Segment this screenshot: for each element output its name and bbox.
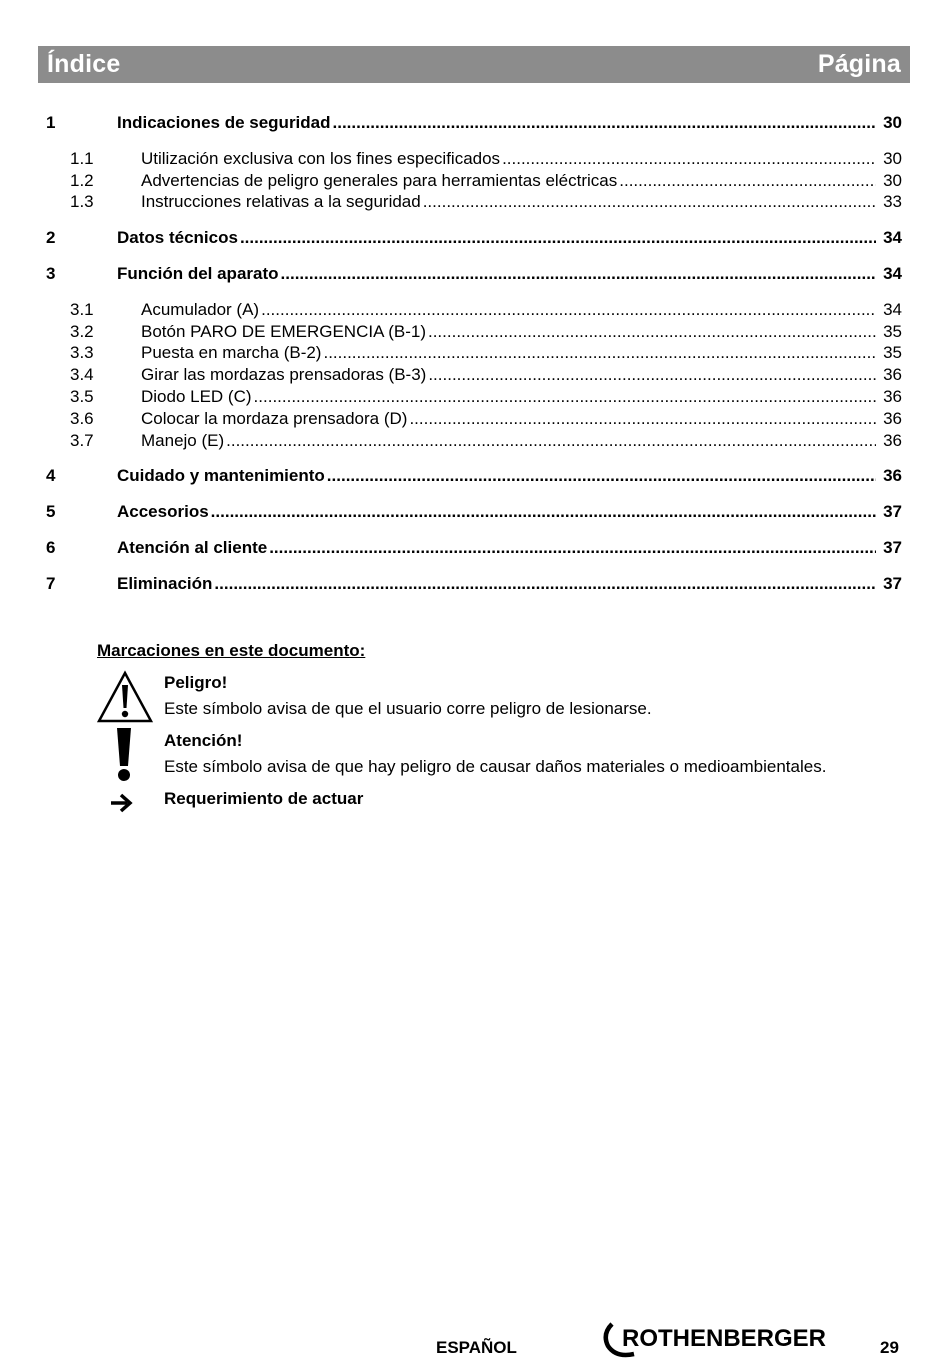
toc-entry-title: Atención al cliente (117, 537, 268, 557)
rothenberger-logo (598, 1320, 854, 1360)
toc-entry-title: Datos técnicos (117, 228, 238, 248)
toc-entry-page: 34 (883, 263, 902, 283)
toc-entry (46, 408, 902, 430)
toc-dot-leader (428, 321, 876, 343)
marking-danger-text: Este símbolo avisa de que el usuario corre peligro de lesionarse. (164, 699, 652, 718)
toc-entry-number: 6 (46, 537, 56, 557)
toc-entry-page: 35 (883, 343, 902, 363)
marking-action (97, 786, 917, 816)
marking-action-label: Requerimiento de actuar (164, 789, 364, 808)
toc-entry-page: 36 (883, 365, 902, 385)
marking-danger (97, 670, 917, 728)
footer-language: ESPAÑOL (436, 1338, 517, 1357)
toc-entry-title: Botón PARO DE EMERGENCIA (B-1) (141, 321, 426, 341)
toc-dot-leader (254, 386, 876, 408)
toc-entry-number: 3.2 (70, 321, 94, 341)
toc-entry-title: Manejo (E) (141, 430, 225, 450)
toc-entry-page: 36 (883, 386, 902, 406)
toc-entry-title: Diodo LED (C) (141, 386, 252, 406)
marking-danger-label: Peligro! (164, 673, 228, 692)
toc-dot-leader (409, 408, 876, 430)
toc-entry (46, 227, 902, 249)
page-column-label: Página (817, 50, 901, 78)
toc-entry-title: Indicaciones de seguridad (117, 113, 331, 132)
toc-entry-page: 37 (883, 573, 902, 593)
toc-entry-page: 30 (883, 170, 902, 190)
markings-title: Marcaciones en este documento: (97, 641, 366, 660)
toc-dot-leader (502, 148, 876, 170)
toc-entry-title: Instrucciones relativas a la seguridad (141, 192, 421, 212)
toc-entry-page: 30 (883, 113, 902, 132)
toc-entry-page: 36 (883, 430, 902, 450)
toc-entry-page: 30 (883, 148, 902, 168)
toc-dot-leader (333, 112, 876, 134)
toc-entry-title: Acumulador (A) (141, 299, 260, 319)
marking-attention-text: Este símbolo avisa de que hay peligro de causar daños materiales o medioambientales. (164, 757, 827, 776)
toc-entry-title: Puesta en marcha (B-2) (141, 343, 322, 363)
toc-entry (46, 364, 902, 386)
toc-dot-leader (423, 191, 876, 213)
toc-entry (46, 321, 902, 343)
toc-entry-title: Girar las mordazas prensadoras (B-3) (141, 365, 427, 385)
toc-entry (46, 501, 902, 523)
toc-entry-title: Eliminación (117, 573, 213, 593)
toc-dot-leader (323, 342, 876, 364)
toc-entry (46, 263, 902, 285)
index-title: Índice (47, 50, 121, 78)
toc-entry-number: 1 (46, 113, 56, 132)
toc-entry (46, 299, 902, 321)
toc-entry-page: 34 (883, 228, 902, 248)
toc-entry-number: 3.1 (70, 299, 94, 319)
toc-entry-number: 3.4 (70, 365, 94, 385)
toc-entry-number: 3.3 (70, 343, 94, 363)
toc-dot-leader (214, 573, 876, 595)
toc-dot-leader (261, 299, 876, 321)
toc-entry-number: 5 (46, 502, 56, 522)
toc-entry-number: 1.2 (70, 170, 94, 190)
toc-dot-leader (281, 263, 876, 285)
toc-entry-page: 37 (883, 537, 902, 557)
toc-dot-leader (240, 227, 876, 249)
warning-triangle-icon (97, 670, 153, 726)
arrow-right-icon (97, 786, 153, 816)
toc-entry-number: 2 (46, 228, 56, 248)
marking-attention-label: Atención! (164, 731, 243, 750)
toc-entry-number: 3.5 (70, 386, 94, 406)
toc-entry-number: 1.1 (70, 148, 94, 168)
toc-entry-title: Función del aparato (117, 263, 279, 283)
toc-entry (46, 465, 902, 487)
toc-entry-page: 34 (883, 299, 902, 319)
index-header-bar (38, 46, 910, 83)
exclamation-icon (97, 728, 153, 784)
toc-entry-number: 1.3 (70, 192, 94, 212)
toc-entry (46, 342, 902, 364)
toc-entry-number: 3 (46, 263, 56, 283)
toc-entry-number: 7 (46, 573, 56, 593)
toc-entry (46, 386, 902, 408)
toc-dot-leader (211, 501, 876, 523)
toc-entry-title: Cuidado y mantenimiento (117, 466, 325, 486)
toc-entry-number: 3.7 (70, 430, 94, 450)
toc-entry-page: 35 (883, 321, 902, 341)
toc-entry (46, 148, 902, 170)
toc-dot-leader (226, 430, 876, 452)
footer-page-number: 29 (880, 1338, 899, 1357)
toc-entry-page: 33 (883, 192, 902, 212)
table-of-contents (46, 112, 902, 595)
document-markings (97, 640, 917, 816)
toc-entry-number: 4 (46, 466, 56, 486)
toc-entry (46, 191, 902, 213)
toc-entry-title: Utilización exclusiva con los fines especificados (141, 148, 501, 168)
toc-dot-leader (327, 465, 876, 487)
toc-entry (46, 573, 902, 595)
toc-dot-leader (428, 364, 876, 386)
toc-entry-page: 36 (883, 408, 902, 428)
toc-entry (46, 112, 902, 134)
toc-entry (46, 170, 902, 192)
toc-entry-number: 3.6 (70, 408, 94, 428)
logo-text: ROTHENBERGER (622, 1325, 827, 1352)
marking-attention (97, 728, 917, 786)
toc-entry-page: 37 (883, 502, 902, 522)
toc-entry (46, 537, 902, 559)
toc-entry-page: 36 (883, 466, 902, 486)
toc-entry (46, 430, 902, 452)
toc-dot-leader (619, 170, 876, 192)
toc-entry-title: Accesorios (117, 502, 209, 522)
toc-entry-title: Advertencias de peligro generales para herramientas eléctricas (141, 170, 618, 190)
toc-dot-leader (269, 537, 876, 559)
toc-entry-title: Colocar la mordaza prensadora (D) (141, 408, 408, 428)
